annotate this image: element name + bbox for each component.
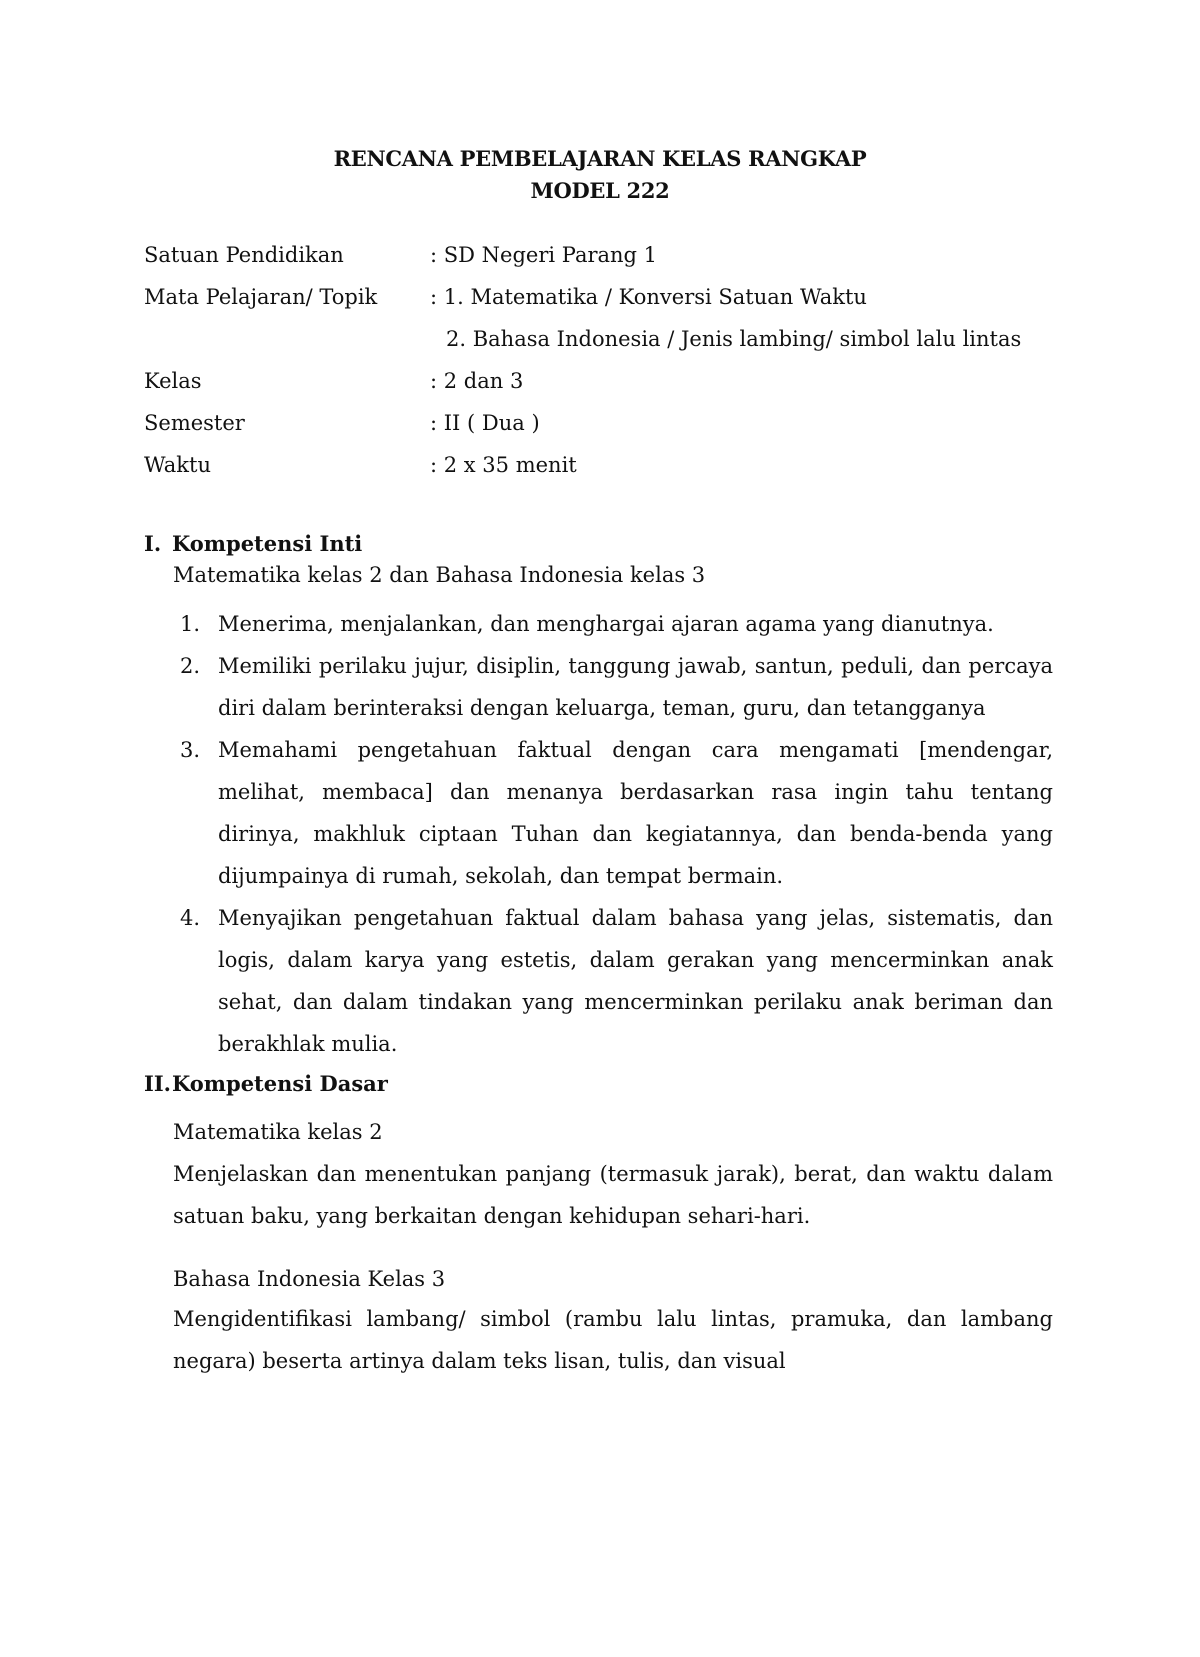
list-item	[173, 603, 1053, 645]
info-label: Waktu	[144, 453, 211, 477]
section-number: I.	[144, 531, 162, 556]
kompetensi-dasar-matematika: Menjelaskan dan menentukan panjang (termasuk jarak), berat, dan waktu dalam satuan baku, yang berkaitan dengan kehidupan sehari-hari.	[173, 1162, 1053, 1228]
list-item-number: 3.	[180, 738, 201, 762]
section-subheading: Matematika kelas 2 dan Bahasa Indonesia kelas 3	[173, 563, 706, 587]
info-value: : 1. Matematika / Konversi Satuan Waktu	[430, 285, 867, 309]
list-item-number: 1.	[180, 612, 201, 636]
info-value: : II ( Dua )	[430, 411, 540, 435]
document-subtitle: MODEL 222	[530, 178, 670, 203]
list-item	[173, 645, 1053, 729]
kompetensi-dasar-bahasa-indonesia: Mengidentifikasi lambang/ simbol (rambu lalu lintas, pramuka, dan lambang negara) beserta artinya dalam teks lisan, tulis, dan visual	[173, 1307, 1053, 1373]
document-title: RENCANA PEMBELAJARAN KELAS RANGKAP	[333, 146, 867, 171]
list-item-text: Menyajikan pengetahuan faktual dalam bahasa yang jelas, sistematis, dan logis, dalam karya yang estetis, dalam gerakan yang mencerminkan anak sehat, dan dalam tindakan yang mencerminkan perilaku anak beriman dan berakhlak mulia.	[218, 906, 1053, 1056]
section-title: Kompetensi Dasar	[172, 1071, 388, 1096]
info-label: Kelas	[144, 369, 202, 393]
info-label: Mata Pelajaran/ Topik	[144, 285, 378, 309]
list-item-text: Menerima, menjalankan, dan menghargai ajaran agama yang dianutnya.	[218, 612, 994, 636]
list-item-number: 4.	[180, 906, 201, 930]
section-heading-kompetensi-dasar	[144, 1071, 388, 1096]
info-label: Satuan Pendidikan	[144, 243, 344, 267]
list-item-text: Memiliki perilaku jujur, disiplin, tanggung jawab, santun, peduli, dan percaya diri dalam berinteraksi dengan keluarga, teman, guru, dan tetangganya	[218, 654, 1053, 720]
info-value: : 2 x 35 menit	[430, 453, 577, 477]
info-value: 2. Bahasa Indonesia / Jenis lambing/ simbol lalu lintas	[446, 327, 1022, 351]
section-title: Kompetensi Inti	[172, 531, 363, 556]
section-heading-kompetensi-inti	[144, 531, 362, 556]
subject-label-bahasa-indonesia: Bahasa Indonesia Kelas 3	[173, 1267, 446, 1291]
info-label: Semester	[144, 411, 245, 435]
section-number: II.	[144, 1071, 171, 1096]
list-item	[173, 897, 1053, 1065]
list-item-number: 2.	[180, 654, 201, 678]
kompetensi-inti-list	[173, 603, 1053, 1065]
subject-label-matematika: Matematika kelas 2	[173, 1120, 383, 1144]
list-item	[173, 729, 1053, 897]
list-item-text: Memahami pengetahuan faktual dengan cara mengamati [mendengar, melihat, membaca] dan menanya berdasarkan rasa ingin tahu tentang dirinya, makhluk ciptaan Tuhan dan kegiatannya, dan benda-benda yang dijumpainya di rumah, sekolah, dan tempat bermain.	[218, 738, 1053, 888]
info-value: : 2 dan 3	[430, 369, 524, 393]
info-value: : SD Negeri Parang 1	[430, 243, 658, 267]
